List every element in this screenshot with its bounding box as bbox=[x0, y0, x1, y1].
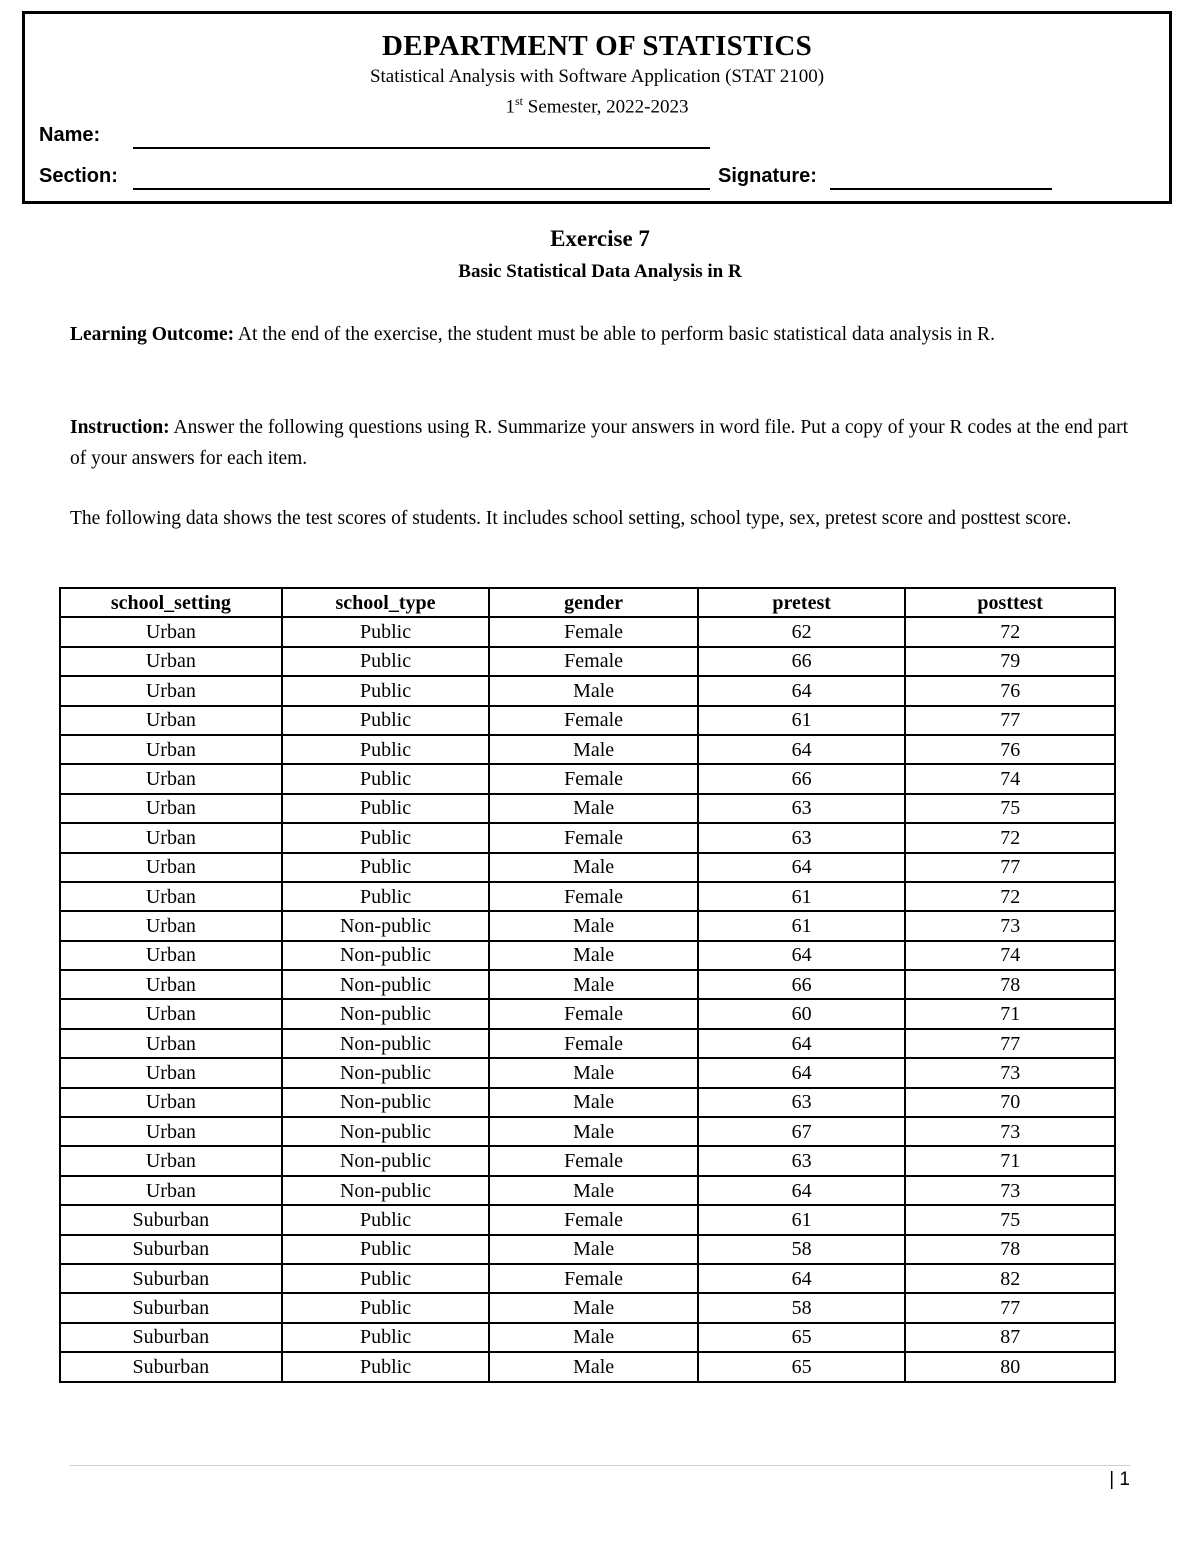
cell-school-type: Non-public bbox=[282, 941, 490, 970]
table-row bbox=[60, 853, 1115, 882]
table-row bbox=[60, 676, 1115, 705]
cell-posttest: 74 bbox=[905, 941, 1115, 970]
section-field[interactable] bbox=[133, 188, 710, 190]
cell-school-type: Non-public bbox=[282, 999, 490, 1028]
cell-pretest: 65 bbox=[698, 1352, 906, 1381]
table-header-row bbox=[60, 588, 1115, 617]
cell-school-setting: Urban bbox=[60, 706, 282, 735]
cell-posttest: 73 bbox=[905, 911, 1115, 940]
table-row bbox=[60, 823, 1115, 852]
cell-gender: Male bbox=[489, 1176, 698, 1205]
cell-pretest: 64 bbox=[698, 1058, 906, 1087]
instruction bbox=[70, 412, 1128, 474]
cell-school-type: Public bbox=[282, 1323, 490, 1352]
cell-school-setting: Urban bbox=[60, 1058, 282, 1087]
cell-gender: Female bbox=[489, 706, 698, 735]
cell-posttest: 80 bbox=[905, 1352, 1115, 1381]
cell-pretest: 64 bbox=[698, 735, 906, 764]
cell-posttest: 78 bbox=[905, 970, 1115, 999]
cell-posttest: 76 bbox=[905, 735, 1115, 764]
cell-posttest: 74 bbox=[905, 764, 1115, 793]
table-row bbox=[60, 764, 1115, 793]
table-row bbox=[60, 647, 1115, 676]
cell-posttest: 77 bbox=[905, 1029, 1115, 1058]
cell-school-setting: Urban bbox=[60, 911, 282, 940]
cell-pretest: 64 bbox=[698, 676, 906, 705]
cell-pretest: 61 bbox=[698, 911, 906, 940]
intro-text: The following data shows the test scores of students. It includes school setting, school type, sex, pretest score and posttest score. bbox=[70, 508, 1072, 529]
cell-school-setting: Urban bbox=[60, 882, 282, 911]
cell-school-type: Public bbox=[282, 1235, 490, 1264]
cell-school-setting: Urban bbox=[60, 1176, 282, 1205]
cell-pretest: 66 bbox=[698, 647, 906, 676]
table-body bbox=[60, 617, 1115, 1381]
cell-school-type: Non-public bbox=[282, 1117, 490, 1146]
table-row bbox=[60, 1029, 1115, 1058]
cell-school-setting: Urban bbox=[60, 999, 282, 1028]
cell-school-setting: Urban bbox=[60, 823, 282, 852]
cell-pretest: 58 bbox=[698, 1293, 906, 1322]
semester-suffix: st bbox=[515, 94, 524, 108]
table-row bbox=[60, 1352, 1115, 1381]
cell-school-setting: Suburban bbox=[60, 1293, 282, 1322]
cell-school-type: Non-public bbox=[282, 970, 490, 999]
cell-school-type: Non-public bbox=[282, 911, 490, 940]
cell-school-setting: Urban bbox=[60, 1029, 282, 1058]
data-table bbox=[59, 587, 1116, 1383]
learning-outcome bbox=[70, 319, 1128, 350]
cell-school-type: Public bbox=[282, 794, 490, 823]
cell-school-type: Public bbox=[282, 1293, 490, 1322]
cell-posttest: 79 bbox=[905, 647, 1115, 676]
cell-gender: Female bbox=[489, 617, 698, 646]
cell-pretest: 64 bbox=[698, 853, 906, 882]
column-header-pretest: pretest bbox=[698, 588, 906, 617]
cell-gender: Female bbox=[489, 1205, 698, 1234]
table-row bbox=[60, 1146, 1115, 1175]
footer-divider bbox=[70, 1465, 1130, 1466]
column-header-posttest: posttest bbox=[905, 588, 1115, 617]
column-header-school-type: school_type bbox=[282, 588, 490, 617]
cell-posttest: 77 bbox=[905, 853, 1115, 882]
cell-pretest: 63 bbox=[698, 1088, 906, 1117]
header-box bbox=[22, 11, 1172, 204]
cell-gender: Female bbox=[489, 999, 698, 1028]
cell-school-type: Public bbox=[282, 853, 490, 882]
cell-school-setting: Suburban bbox=[60, 1264, 282, 1293]
table-row bbox=[60, 1264, 1115, 1293]
cell-pretest: 65 bbox=[698, 1323, 906, 1352]
cell-school-type: Public bbox=[282, 735, 490, 764]
cell-gender: Male bbox=[489, 941, 698, 970]
department-title: DEPARTMENT OF STATISTICS bbox=[382, 30, 812, 62]
cell-pretest: 66 bbox=[698, 970, 906, 999]
cell-posttest: 73 bbox=[905, 1117, 1115, 1146]
exercise-title: Exercise 7 bbox=[550, 226, 650, 251]
table-row bbox=[60, 970, 1115, 999]
cell-gender: Male bbox=[489, 1352, 698, 1381]
cell-posttest: 71 bbox=[905, 1146, 1115, 1175]
cell-school-setting: Urban bbox=[60, 617, 282, 646]
cell-pretest: 63 bbox=[698, 1146, 906, 1175]
cell-gender: Female bbox=[489, 1029, 698, 1058]
cell-school-type: Public bbox=[282, 676, 490, 705]
cell-pretest: 66 bbox=[698, 764, 906, 793]
cell-school-setting: Urban bbox=[60, 676, 282, 705]
cell-gender: Male bbox=[489, 735, 698, 764]
table-row bbox=[60, 1205, 1115, 1234]
cell-pretest: 63 bbox=[698, 794, 906, 823]
instruction-text: Answer the following questions using R. Summarize your answers in word file. Put a copy of your R codes at the end part of your answers for each item. bbox=[70, 417, 1128, 469]
cell-pretest: 58 bbox=[698, 1235, 906, 1264]
cell-pretest: 64 bbox=[698, 941, 906, 970]
cell-pretest: 60 bbox=[698, 999, 906, 1028]
table-row bbox=[60, 882, 1115, 911]
cell-pretest: 64 bbox=[698, 1264, 906, 1293]
cell-gender: Male bbox=[489, 1293, 698, 1322]
instruction-label: Instruction: bbox=[70, 417, 170, 438]
cell-posttest: 75 bbox=[905, 1205, 1115, 1234]
signature-label: Signature: bbox=[718, 165, 817, 187]
cell-school-setting: Urban bbox=[60, 1146, 282, 1175]
semester-text: Semester, 2022-2023 bbox=[523, 96, 689, 118]
cell-school-setting: Urban bbox=[60, 647, 282, 676]
cell-school-setting: Suburban bbox=[60, 1352, 282, 1381]
table-row bbox=[60, 617, 1115, 646]
cell-posttest: 71 bbox=[905, 999, 1115, 1028]
cell-pretest: 67 bbox=[698, 1117, 906, 1146]
cell-school-setting: Suburban bbox=[60, 1205, 282, 1234]
table-row bbox=[60, 1088, 1115, 1117]
cell-pretest: 62 bbox=[698, 617, 906, 646]
cell-gender: Female bbox=[489, 647, 698, 676]
page-number: | 1 bbox=[1109, 1469, 1130, 1490]
name-label: Name: bbox=[39, 124, 101, 146]
cell-gender: Male bbox=[489, 1323, 698, 1352]
cell-pretest: 61 bbox=[698, 882, 906, 911]
cell-gender: Female bbox=[489, 1146, 698, 1175]
cell-pretest: 64 bbox=[698, 1029, 906, 1058]
column-header-school-setting: school_setting bbox=[60, 588, 282, 617]
cell-gender: Female bbox=[489, 882, 698, 911]
table-row bbox=[60, 735, 1115, 764]
cell-posttest: 76 bbox=[905, 676, 1115, 705]
cell-school-setting: Urban bbox=[60, 735, 282, 764]
cell-school-type: Non-public bbox=[282, 1029, 490, 1058]
cell-school-type: Public bbox=[282, 764, 490, 793]
cell-gender: Male bbox=[489, 676, 698, 705]
cell-gender: Female bbox=[489, 764, 698, 793]
cell-gender: Male bbox=[489, 911, 698, 940]
cell-pretest: 61 bbox=[698, 706, 906, 735]
cell-posttest: 72 bbox=[905, 882, 1115, 911]
cell-posttest: 87 bbox=[905, 1323, 1115, 1352]
table-row bbox=[60, 941, 1115, 970]
cell-gender: Female bbox=[489, 823, 698, 852]
cell-school-type: Public bbox=[282, 882, 490, 911]
cell-gender: Male bbox=[489, 1117, 698, 1146]
cell-pretest: 63 bbox=[698, 823, 906, 852]
cell-posttest: 78 bbox=[905, 1235, 1115, 1264]
cell-posttest: 73 bbox=[905, 1176, 1115, 1205]
cell-gender: Male bbox=[489, 853, 698, 882]
cell-school-type: Public bbox=[282, 706, 490, 735]
cell-school-setting: Urban bbox=[60, 1117, 282, 1146]
cell-school-type: Non-public bbox=[282, 1088, 490, 1117]
table-row bbox=[60, 1235, 1115, 1264]
cell-posttest: 70 bbox=[905, 1088, 1115, 1117]
cell-school-setting: Urban bbox=[60, 764, 282, 793]
table-row bbox=[60, 1058, 1115, 1087]
table-row bbox=[60, 1323, 1115, 1352]
table-row bbox=[60, 1293, 1115, 1322]
learning-outcome-label: Learning Outcome: bbox=[70, 324, 235, 345]
table-row bbox=[60, 911, 1115, 940]
column-header-gender: gender bbox=[489, 588, 698, 617]
cell-school-setting: Urban bbox=[60, 941, 282, 970]
cell-posttest: 72 bbox=[905, 617, 1115, 646]
course-title: Statistical Analysis with Software Application (STAT 2100) bbox=[369, 66, 825, 87]
cell-gender: Male bbox=[489, 1058, 698, 1087]
cell-school-setting: Suburban bbox=[60, 1323, 282, 1352]
signature-field[interactable] bbox=[830, 188, 1052, 190]
cell-school-type: Public bbox=[282, 1352, 490, 1381]
cell-posttest: 72 bbox=[905, 823, 1115, 852]
exercise-subtitle: Basic Statistical Data Analysis in R bbox=[458, 261, 742, 282]
semester-number: 1 bbox=[505, 96, 515, 118]
section-label: Section: bbox=[39, 165, 118, 187]
cell-school-setting: Urban bbox=[60, 853, 282, 882]
cell-school-type: Non-public bbox=[282, 1146, 490, 1175]
table-row bbox=[60, 1176, 1115, 1205]
cell-school-type: Public bbox=[282, 823, 490, 852]
cell-school-setting: Urban bbox=[60, 1088, 282, 1117]
cell-school-type: Public bbox=[282, 1205, 490, 1234]
cell-pretest: 64 bbox=[698, 1176, 906, 1205]
cell-school-setting: Urban bbox=[60, 970, 282, 999]
name-field[interactable] bbox=[133, 147, 710, 149]
cell-school-type: Public bbox=[282, 1264, 490, 1293]
table-row bbox=[60, 706, 1115, 735]
cell-school-type: Non-public bbox=[282, 1058, 490, 1087]
cell-posttest: 75 bbox=[905, 794, 1115, 823]
cell-gender: Male bbox=[489, 970, 698, 999]
cell-school-setting: Suburban bbox=[60, 1235, 282, 1264]
cell-gender: Male bbox=[489, 1088, 698, 1117]
table-row bbox=[60, 999, 1115, 1028]
cell-posttest: 77 bbox=[905, 706, 1115, 735]
cell-posttest: 73 bbox=[905, 1058, 1115, 1087]
table-row bbox=[60, 1117, 1115, 1146]
cell-gender: Female bbox=[489, 1264, 698, 1293]
cell-gender: Male bbox=[489, 1235, 698, 1264]
cell-posttest: 77 bbox=[905, 1293, 1115, 1322]
cell-pretest: 61 bbox=[698, 1205, 906, 1234]
cell-school-type: Public bbox=[282, 647, 490, 676]
cell-gender: Male bbox=[489, 794, 698, 823]
cell-school-type: Public bbox=[282, 617, 490, 646]
cell-posttest: 82 bbox=[905, 1264, 1115, 1293]
cell-school-type: Non-public bbox=[282, 1176, 490, 1205]
table-row bbox=[60, 794, 1115, 823]
learning-outcome-text: At the end of the exercise, the student must be able to perform basic statistical data analysis in R. bbox=[234, 324, 995, 345]
cell-school-setting: Urban bbox=[60, 794, 282, 823]
semester-line bbox=[25, 94, 1169, 118]
